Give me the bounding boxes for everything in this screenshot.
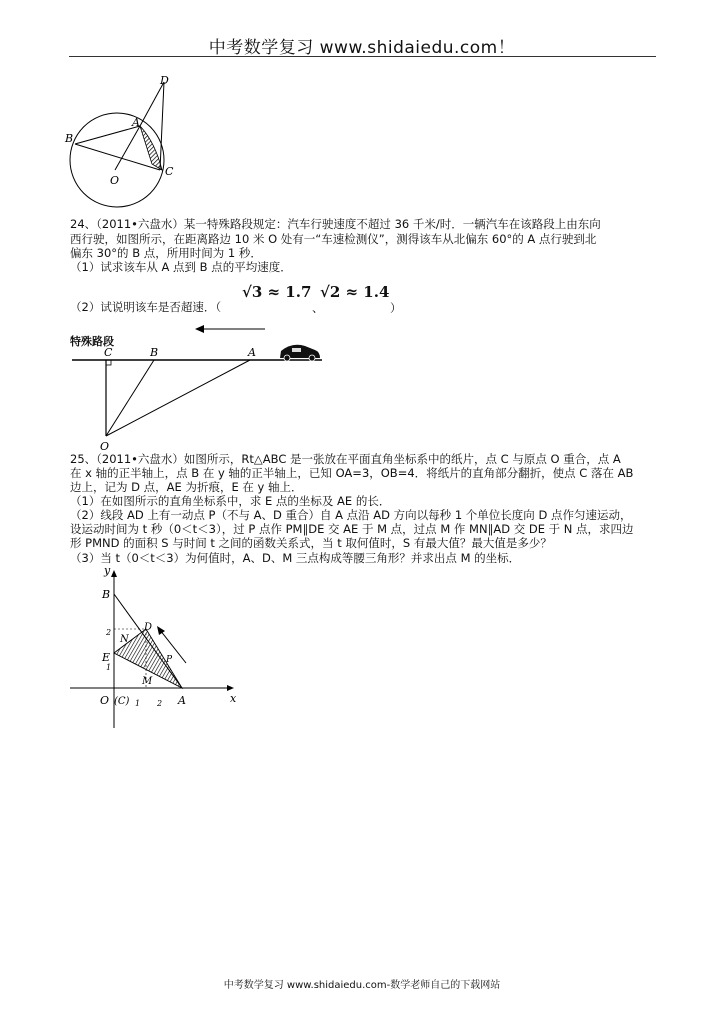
q25-sub2-line2: 设运动时间为 t 秒（0＜t＜3），过 P 点作 PM∥DE 交 AE 于 M 点，过点 M 作 MN∥AD 交 DE 于 N 点，求四边 [70, 522, 634, 536]
label-b: B [65, 132, 74, 145]
approx-sqrt3: √3 ≈ 1.7 [242, 283, 312, 301]
arrowhead-icon [195, 325, 204, 333]
tick-y2: 2 [106, 628, 112, 637]
y-axis-arrow-icon [111, 570, 117, 577]
circle [70, 113, 164, 207]
q25-line2: 在 x 轴的正半轴上，点 B 在 y 轴的正半轴上，已知 OA=3，OB=4．将纸片的直角部分翻折，使点 C 落在 AB [70, 466, 634, 480]
q24-line1: 24、（2011•六盘水）某一特殊路段规定：汽车行驶速度不超过 36 千米/时．一辆汽车在该路段上由东向 [70, 217, 601, 231]
approx-sqrt2: √2 ≈ 1.4 [320, 283, 390, 301]
q24-sub1: （1）试求该车从 A 点到 B 点的平均速度． [70, 260, 292, 274]
q25-sub3: （3）当 t（0＜t＜3）为何值时，A、D、M 三点构成等腰三角形？并求出点 M 的坐标． [70, 551, 521, 565]
label-o: O [100, 694, 110, 707]
label-a: A [178, 694, 186, 707]
q25-line1: 25、（2011•六盘水）如图所示，Rt△ABC 是一张放在平面直角坐标系中的纸片，点 C 与原点 O 重合，点 A [70, 452, 621, 466]
label-c: (C) [114, 696, 130, 707]
segment-ba [75, 126, 140, 144]
tick-y1: 1 [106, 663, 112, 672]
label-a: A [248, 346, 256, 359]
road-label: 特殊路段 [70, 335, 114, 348]
q25-sub2-line1: （2）线段 AD 上有一动点 P（不与 A、D 重合）自 A 点沿 AD 方向以每秒 1 个单位长度向 D 点作匀速运动， [70, 508, 632, 522]
tick-x2: 2 [157, 699, 163, 708]
q24-sub2-prefix: （2）试说明该车是否超速．（ [70, 300, 222, 314]
x-axis-arrow-icon [227, 685, 234, 691]
segment-ob [106, 360, 154, 436]
motion-arrowhead-icon [157, 626, 165, 635]
tick-x1: 1 [135, 699, 141, 708]
q25-sub1: （1）在如图所示的直角坐标系中，求 E 点的坐标及 AE 的长． [70, 494, 391, 508]
segment-oa [106, 360, 250, 436]
segment-ad [140, 82, 164, 126]
label-c: C [165, 165, 174, 178]
page-header: 中考数学复习 www.shidaiedu.com！ [208, 38, 516, 58]
label-b: B [102, 588, 111, 601]
q24-sub2-sep: 、 [312, 301, 324, 315]
label-p: P [166, 655, 173, 665]
label-d: D [160, 74, 169, 87]
page-footer: 中考数学复习 www.shidaiedu.com-数学老师自己的下载网站 [223, 980, 501, 991]
q24-sub2-suffix: ） [390, 301, 402, 315]
label-x: x [230, 692, 237, 705]
q24-line2: 西行驶，如图所示，在距离路边 10 米 O 处有一“车速检测仪”，测得该车从北偏东 60°的 A 点行驶到北 [70, 232, 597, 246]
q24-line3: 偏东 30°的 B 点，所用时间为 1 秒． [70, 246, 262, 260]
label-o: O [110, 174, 120, 187]
q25-sub2-line3: 形 PMND 的面积 S 与时间 t 之间的函数关系式，当 t 取何值时，S 有最大值？最大值是多少？ [70, 536, 552, 550]
circle-figure [60, 70, 200, 215]
label-a: A [132, 116, 140, 129]
label-m: M [142, 676, 153, 687]
label-e: E [102, 651, 111, 664]
header-rule [69, 56, 656, 57]
road-figure [60, 320, 340, 455]
car-icon [280, 345, 320, 361]
label-y: y [104, 564, 111, 577]
label-n: N [120, 634, 129, 645]
label-b: B [150, 346, 159, 359]
right-angle-mark [106, 360, 111, 365]
label-o: O [100, 440, 110, 453]
label-c: C [104, 346, 113, 359]
shaded-region [140, 126, 162, 170]
coordinate-figure [60, 560, 260, 735]
label-d: D [144, 622, 153, 633]
segment-oa [115, 126, 140, 170]
q25-line3: 边上，记为 D 点，AE 为折痕，E 在 y 轴上． [70, 480, 303, 494]
